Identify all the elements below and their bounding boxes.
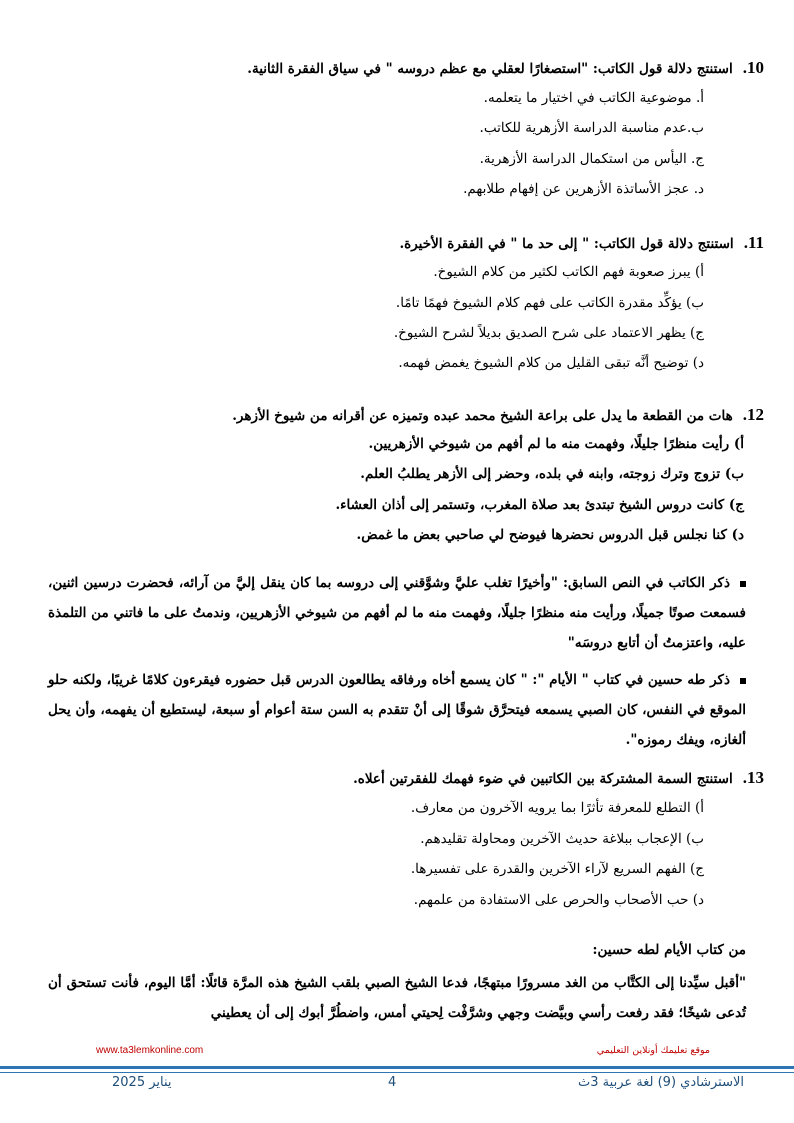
option-a: أ) رأيت منظرًا جليلًا، وفهمت منه ما لم أفهم من شيوخي الأزهريين.	[368, 436, 744, 452]
option-a: أ) يبرز صعوبة فهم الكاتب لكثير من كلام الشيوخ.	[433, 264, 704, 280]
option-c: ج) الفهم السريع لآراء الآخرين والقدرة على تفسيرها.	[410, 861, 704, 877]
question-13	[40, 768, 764, 788]
footer-divider	[0, 1066, 794, 1069]
square-bullet-icon	[740, 678, 746, 684]
option-d: د) كنا نجلس قبل الدروس نحضرها فيوضح لي صاحبي بعض ما غمض.	[356, 527, 744, 543]
question-11	[40, 233, 764, 253]
option-b: ب) الإعجاب ببلاغة حديث الآخرين ومحاولة تقليدهم.	[420, 831, 704, 847]
exam-date: يناير 2025	[112, 1075, 172, 1090]
quoted-passage-2	[48, 665, 746, 755]
question-12	[40, 405, 764, 425]
exam-label: الاسترشادي (9) لغة عربية 3ث	[578, 1075, 744, 1090]
footer-divider-thin	[0, 1072, 794, 1073]
question-number: 10.	[742, 58, 764, 77]
option-b: ب) تزوج وترك زوجته، وابنه في بلده، وحضر إلى الأزهر يطلبُ العلم.	[360, 466, 744, 482]
option-c: ج) يظهر الاعتماد على شرح الصديق بديلاً لشرح الشيوخ.	[393, 325, 704, 341]
question-text: استنتج دلالة قول الكاتب: "استصغارًا لعقلي مع عظم دروسه " في سياق الفقرة الثانية.	[247, 61, 733, 77]
site-name: موقع تعليمك أونلاين التعليمي	[596, 1045, 710, 1056]
quoted-passage-1	[48, 568, 746, 658]
passage-text: ذكر الكاتب في النص السابق: "وأخيرًا تغلب عليَّ وشوَّقني إلى دروسه بما كان ينقل إليَّ من آرائه، فحضرت درسين اثنين، فسمعت صوتًا جميلًا، ورأيت منه منظرًا جليلًا، وفهمت منه ما لم أفهم من شيوخي الأزهريين، وندمتُ على ما فاتني من التلمذة عليه، واعتزمتُ أن أتابع دروسَه"	[48, 575, 746, 651]
passage-text: ذكر طه حسين في كتاب " الأيام ": " كان يسمع أخاه ورفاقه يطالعون الدرس قبل حضوره فيقرءون كلامًا غريبًا، ولكنه حلو الموقع في النفس، كان الصبي يسمعه فيتحرَّق شوقًا إلى أنْ تتقدم به السن ستة أعوام أو سبعة، ليستطيع أن يفهمه، وأن يحل ألغازه، ويفك رموزه".	[48, 672, 746, 748]
option-d: د) توضيح أنَّه تبقى القليل من كلام الشيوخ يغمض فهمه.	[398, 355, 704, 371]
question-text: هات من القطعة ما يدل على براعة الشيخ محمد عبده وتميزه عن أقرانه من شيوخ الأزهر.	[232, 408, 733, 424]
question-number: 13.	[742, 768, 764, 787]
question-text: استنتج السمة المشتركة بين الكاتبين في ضوء فهمك للفقرتين أعلاه.	[353, 771, 733, 787]
question-number: 11.	[743, 233, 764, 252]
page-number: 4	[388, 1075, 397, 1090]
option-b: ب.عدم مناسبة الدراسة الأزهرية للكاتب.	[479, 120, 704, 136]
site-url[interactable]: www.ta3lemkonline.com	[96, 1045, 204, 1056]
square-bullet-icon	[740, 581, 746, 587]
question-text: استنتج دلالة قول الكاتب: " إلى حد ما " في الفقرة الأخيرة.	[399, 236, 734, 252]
option-d: د. عجز الأساتذة الأزهرين عن إفهام طلابهم.	[463, 181, 704, 197]
option-a: أ. موضوعية الكاتب في اختيار ما يتعلمه.	[483, 90, 704, 106]
option-a: أ) التطلع للمعرفة تأثرًا بما يرويه الآخرون من معارف.	[410, 800, 704, 816]
excerpt-heading: من كتاب الأيام لطه حسين:	[592, 942, 746, 958]
question-number: 12.	[742, 405, 764, 424]
option-b: ب) يؤكِّد مقدرة الكاتب على فهم كلام الشيوخ فهمًا تامًا.	[395, 295, 704, 311]
option-c: ج. اليأس من استكمال الدراسة الأزهرية.	[479, 151, 704, 167]
excerpt-text: "أقبل سيِّدنا إلى الكتَّاب من الغد مسرورًا مبتهجًا، فدعا الشيخ الصبي بلقب الشيخ هذه المرَّة قائلًا: أمَّا اليوم، فأنت تستحق أن تُدعى شيخًا؛ فقد رفعت رأسي وبيَّضت وجهي وشرَّفْت لِحيتي أمس، واضطُرَّ أبوك إلى أن يعطيني	[48, 975, 746, 1021]
option-d: د) حب الأصحاب والحرص على الاستفادة من علمهم.	[413, 892, 704, 908]
question-10	[40, 58, 764, 78]
option-c: ج) كانت دروس الشيخ تبتدئ بعد صلاة المغرب، وتستمر إلى أذان العشاء.	[335, 497, 744, 513]
